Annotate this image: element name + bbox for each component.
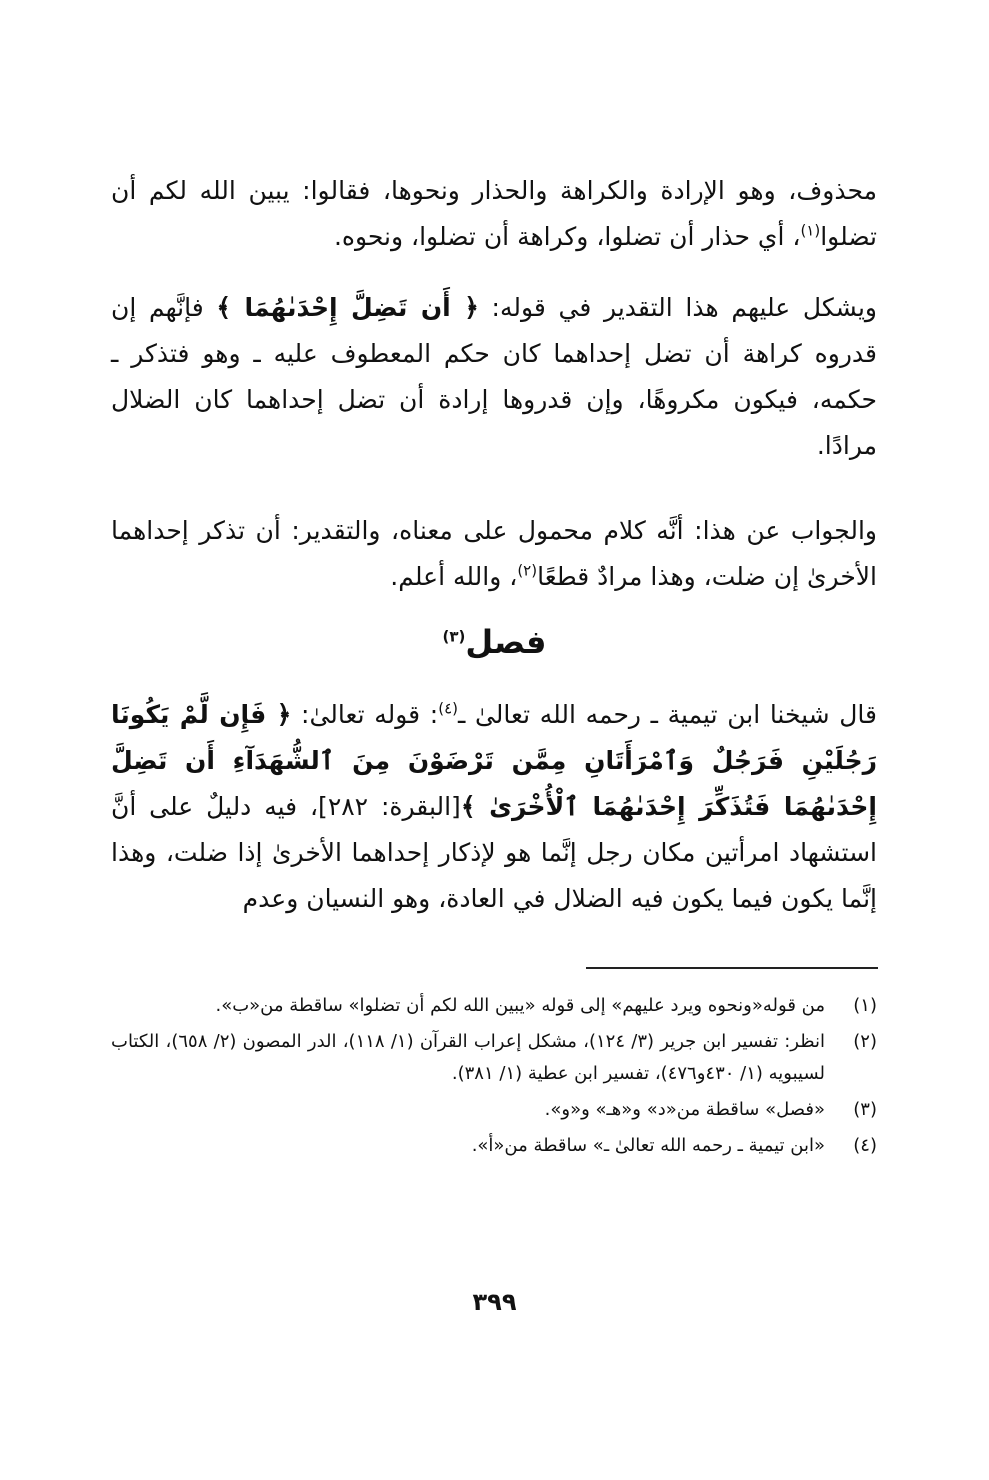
- quran-verse-1: ﴿ أَن تَضِلَّ إِحْدَىٰهُمَا ﴾: [216, 293, 479, 322]
- footnote-ref-3: (٣): [442, 627, 466, 646]
- footnote-ref-2: (٢): [517, 561, 538, 580]
- footnotes: [111, 990, 877, 1166]
- footnote-3: [111, 1094, 877, 1126]
- footnote-1: [111, 990, 877, 1022]
- footnote-text: «فصل» ساقطة من«د» و«هـ» و«و».: [544, 1099, 825, 1120]
- footnote-text: انظر: تفسير ابن جرير (٣/ ١٢٤)، مشكل إعراب القرآن (١/ ١١٨)، الدر المصون (٢/ ٦٥٨)، الكتاب لسيبويه (١/ ٤٣٠و٤٧٦)، تفسير ابن عطية (١/ ٣٨١).: [111, 1031, 826, 1084]
- footnote-ref-4: (٤): [438, 699, 458, 718]
- footnote-number: (٢): [853, 1031, 877, 1052]
- paragraph-3-text-a: والجواب عن هذا: أنَّه كلام محمول على معناه، والتقدير: أن تذكر إحداهما الأخرىٰ إن ضلت، وهذا مرادٌ قطعًا: [111, 516, 877, 591]
- section-heading: [0, 617, 989, 667]
- footnote-text: من قوله«ونحوه ويرد عليهم» إلى قوله «يبين الله لكم أن تضلوا» ساقطة من«ب».: [215, 995, 825, 1016]
- footnote-number: (١): [853, 995, 877, 1016]
- paragraph-1-text-a: محذوف، وهو الإرادة والكراهة والحذار ونحوها، فقالوا: يبين الله لكم أن تضلوا: [111, 176, 877, 251]
- paragraph-4-text-b: : قوله تعالىٰ:: [301, 700, 439, 729]
- paragraph-2: [111, 285, 877, 469]
- paragraph-4: [111, 692, 877, 922]
- section-heading-text: فصل: [465, 623, 547, 661]
- footnote-text: «ابن تيمية ـ رحمه الله تعالىٰ ـ» ساقطة من«أ».: [471, 1135, 825, 1156]
- paragraph-4-text-a: قال شيخنا ابن تيمية ـ رحمه الله تعالىٰ ـ: [457, 700, 877, 729]
- paragraph-1-text-b: ، أي حذار أن تضلوا، وكراهة أن تضلوا، ونحوه.: [333, 222, 801, 251]
- paragraph-3: [111, 508, 877, 600]
- footnote-separator: [586, 967, 878, 969]
- paragraph-3-text-b: ، والله أعلم.: [390, 562, 518, 591]
- paragraph-2-text-a: ويشكل عليهم هذا التقدير في قوله:: [491, 293, 877, 322]
- footnote-4: [111, 1130, 877, 1162]
- paragraph-2-text-b: فإنَّهم إن قدروه كراهة أن تضل إحداهما كان حكم المعطوف عليه ـ وهو فتذكر ـ حكمه، فيكون مكروهًا، وإن قدروها إرادة أن تضل إحداهما كان الضلال مرادًا.: [111, 293, 877, 460]
- paragraph-4-text-c: ، فيه دليلٌ على أنَّ استشهاد امرأتين مكان رجل إنَّما هو لإذكار إحداهما الأخرىٰ إذا ضلت، وهذا إنَّما يكون فيما يكون فيه الضلال في العادة، وهو النسيان وعدم: [111, 792, 877, 913]
- paragraph-1: [111, 168, 877, 260]
- footnote-number: (٣): [853, 1099, 877, 1120]
- footnote-number: (٤): [853, 1135, 877, 1156]
- page-number: ٣٩٩: [472, 1288, 517, 1316]
- verse-citation: [البقرة: ٢٨٢]: [318, 792, 461, 821]
- quran-verse-2: ﴿ فَإِن لَّمْ يَكُونَا رَجُلَيْنِ فَرَجُلٌ وَٱمْرَأَتَانِ مِمَّن تَرْضَوْنَ مِنَ ٱلشُّهَدَآءِ أَن تَضِلَّ إِحْدَىٰهُمَا فَتُذَكِّرَ إِحْدَىٰهُمَا ٱلْأُخْرَىٰ ﴾: [111, 700, 877, 821]
- footnote-ref-1: (١): [800, 221, 821, 240]
- footnote-2: [111, 1026, 877, 1090]
